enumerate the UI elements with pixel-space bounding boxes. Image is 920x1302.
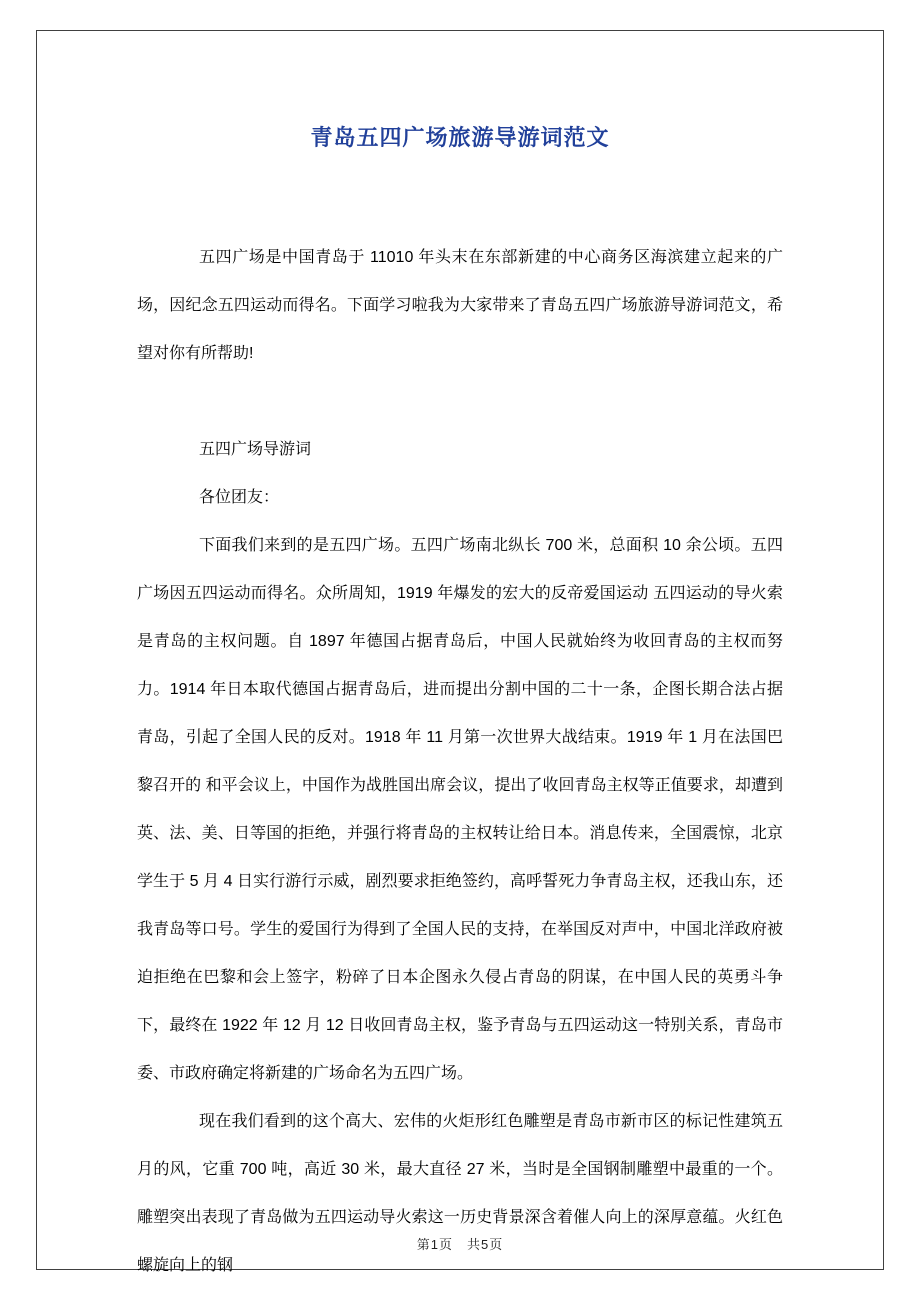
paragraph-sculpture: 现在我们看到的这个高大、宏伟的火炬形红色雕塑是青岛市新市区的标记性建筑五月的风，它重 700 吨，高近 30 米，最大直径 27 米，当时是全国钢制雕塑中最重的一个。雕塑突出表现了青岛做为五四运动导火索这一历史背景深含着催人向上的深厚意蕴。火红色螺旋向上的钢 (137, 1113, 783, 1274)
paragraph-intro: 五四广场是中国青岛于 11010 年头末在东部新建的中心商务区海滨建立起来的广场，因纪念五四运动而得名。下面学习啦我为大家带来了青岛五四广场旅游导游词范文，希望对你有所帮助! (137, 249, 783, 362)
document-sheet (36, 30, 884, 1274)
page-number-footer: 第1页 共5页 (416, 1237, 504, 1252)
paragraph-salutation: 各位团友： (199, 489, 280, 506)
paragraph-subtitle: 五四广场导游词 (199, 441, 312, 458)
page-title: 青岛五四广场旅游导游词范文 (310, 125, 610, 150)
document-content (37, 126, 883, 1290)
paragraph-main-history: 下面我们来到的是五四广场。五四广场南北纵长 700 米，总面积 10 余公顷。五四广场因五四运动而得名。众所周知，1919 年爆发的宏大的反帝爱国运动 五四运动的导火索是青岛的主权问题。自 1897 年德国占据青岛后，中国人民就始终为收回青岛的主权而努力。1914 年日本取代德国占据青岛后，进而提出分割中国的二十一条，企图长期合法占据青岛，引起了全国人民的反对。1918 年 11 月第一次世界大战结束。1919 年 1 月在法国巴黎召开的 和平会议上，中国作为战胜国出席会议，提出了收回青岛主权等正值要求，却遭到英、法、美、日等国的拒绝，并强行将青岛的主权转让给日本。消息传来，全国震惊，北京学生于 5 月 4 日实行游行示威，剧烈要求拒绝签约，高呼誓死力争青岛主权，还我山东，还我青岛等口号。学生的爱国行为得到了全国人民的支持，在举国反对声中，中国北洋政府被迫拒绝在巴黎和会上签字，粉碎了日本企图永久侵占青岛的阴谋，在中国人民的英勇斗争下，最终在 1922 年 12 月 12 日收回青岛主权，鉴予青岛与五四运动这一特别关系，青岛市委、市政府确定将新建的广场命名为五四广场。 (137, 537, 783, 1082)
